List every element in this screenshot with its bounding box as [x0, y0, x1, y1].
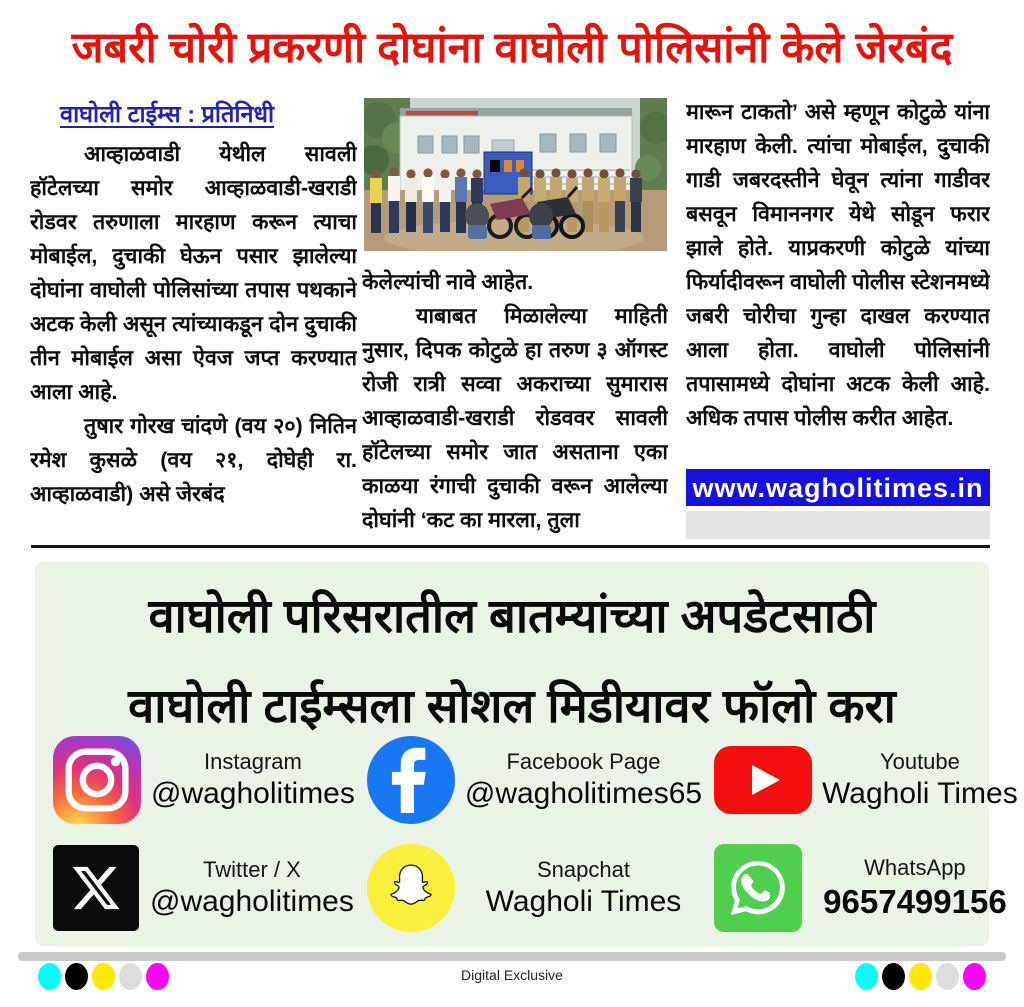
promo-line-2: वाघोली टाईम्सला सोशल मिडीयावर फॉलो करा [128, 679, 896, 732]
social-platform-label: WhatsApp [864, 855, 966, 880]
article-paragraph: केलेल्यांची नावे आहेत. [362, 270, 534, 294]
footer-gray-bar [18, 952, 1006, 961]
social-handle: Wagholi Times [485, 885, 682, 918]
social-snapchat[interactable] [355, 838, 702, 938]
snapchat-icon [367, 844, 455, 932]
social-platform-label: Instagram [204, 749, 302, 774]
social-instagram[interactable] [41, 730, 355, 830]
instagram-icon [53, 736, 141, 824]
headline: जबरी चोरी प्रकरणी दोघांना वाघोली पोलिसांनी केले जेरबंद [71, 24, 953, 72]
article-paragraph: आव्हाळवाडी येथील सावली हॉटेलच्या समोर आव्हाळवाडी-खराडी रोडवर तरुणाला मारहाण करून त्याचा मोबाईल, दुचाकी घेऊन पसार झालेल्या दोघांना वाघोली पोलिसांच्या तपास पथकाने अटक केली असून त्यांच्याकडून दोन दुचाकी तीन मोबाईल असा ऐवज जप्त करण्यात आला आहे. [30, 142, 357, 404]
social-handle: 9657499156 [823, 883, 1007, 920]
social-grid [41, 730, 1018, 938]
whatsapp-icon [714, 844, 802, 932]
social-whatsapp[interactable] [702, 838, 1018, 938]
social-platform-label: Snapchat [537, 857, 630, 882]
article-paragraph: याबाबत मिळालेल्या माहिती नुसार, दिपक कोटुळे हा तरुण ३ ऑगस्ट रोजी रात्री सव्वा अकराच्या सुमारास आव्हाळवाडी-खराडी रोडववर सावली हॉटेलच्या समोर जात असताना एका काळया रंगाची दुचाकी वरून आलेल्या दोघांनी ‘कट का मारला, तुला [362, 304, 668, 532]
twitter-x-icon [53, 845, 139, 931]
social-handle: Wagholi Times [822, 777, 1018, 810]
social-platform-label: Youtube [879, 749, 960, 774]
footer-label: Digital Exclusive [461, 967, 563, 983]
social-handle: @wagholitimes65 [464, 777, 703, 810]
facebook-icon [367, 736, 455, 824]
social-twitter-x[interactable] [41, 838, 355, 938]
arrest-photo [364, 98, 667, 251]
promo-box [35, 562, 1018, 946]
gray-divider-bar [686, 511, 990, 539]
byline: वाघोली टाईम्स : प्रतिनिधी [60, 101, 275, 127]
social-handle: @wagholitimes [151, 777, 355, 810]
promo-line-1: वाघोली परिसरातील बातम्यांच्या अपडेटसाठी [148, 589, 876, 642]
website-link-bar[interactable]: www.wagholitimes.in [686, 469, 990, 506]
horizontal-divider [31, 545, 990, 548]
social-facebook[interactable] [355, 730, 702, 830]
social-handle: @wagholitimes [150, 885, 354, 918]
youtube-icon [714, 746, 812, 814]
article-column-1 [30, 95, 357, 537]
social-platform-label: Facebook Page [506, 749, 661, 774]
social-platform-label: Twitter / X [203, 857, 301, 882]
article-paragraph: मारून टाकतो’ असे म्हणून कोटुळे यांना मारहाण केली. त्यांचा मोबाईल, दुचाकी गाडी जबरदस्तीने घेवून त्यांना गाडीवर बसवून विमाननगर येथे सोडून फरार झाले होते. याप्रकरणी कोटुळे यांच्या फिर्यादीवरून वाघोली पोलीस स्टेशनमध्ये जबरी चोरीचा गुन्हा दाखल करण्यात आला होता. वाघोली पोलिसांनी तपासामध्ये दोघांना अटक केली आहे. अधिक तपास पोलीस करीत आहेत. [686, 100, 990, 430]
article-column-2 [362, 95, 668, 537]
article-paragraph: तुषार गोरख चांदणे (वय २०) नितिन रमेश कुसळे (वय २१, दोघेही रा. आव्हाळवाडी) असे जेरबंद [30, 414, 357, 506]
article-column-3 [686, 95, 990, 547]
social-youtube[interactable] [702, 730, 1018, 830]
